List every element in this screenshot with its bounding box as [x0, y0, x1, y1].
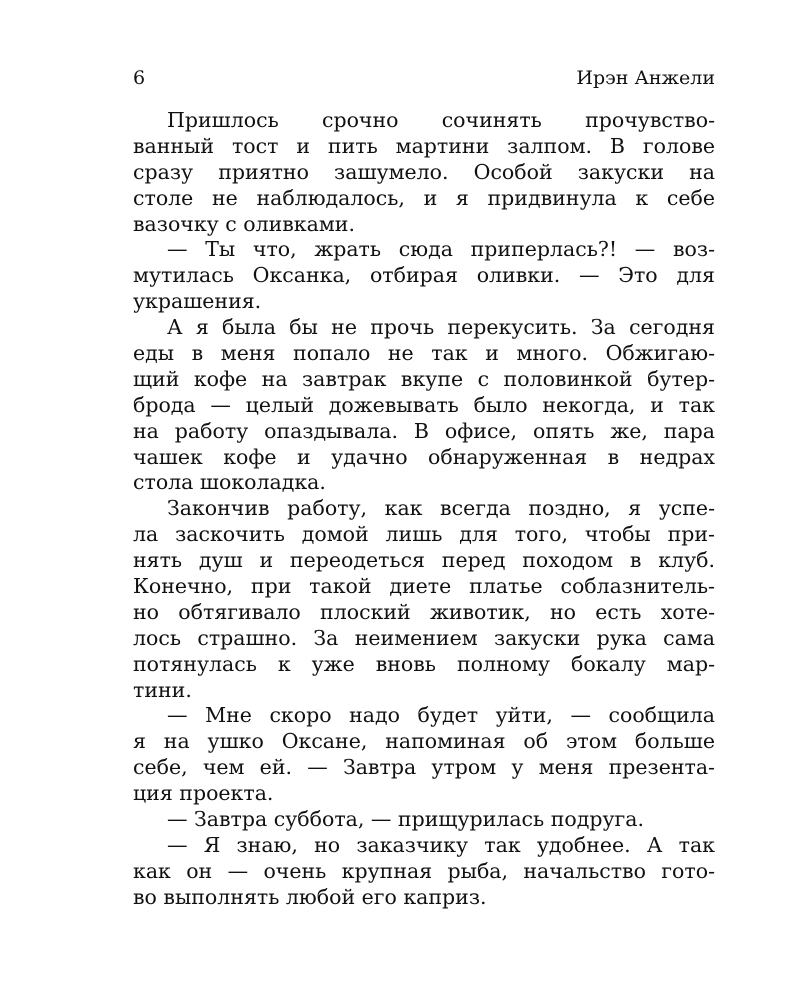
text-line: Пришлось срочно сочинять прочувство- — [167, 108, 715, 132]
text-line: — Мне скоро надо будет уйти, — сообщила — [167, 703, 715, 728]
text-line: на работу опаздывала. В офисе, опять же, пара — [133, 418, 715, 443]
text-line: во выполнять любой его каприз. — [133, 884, 487, 909]
page-header — [133, 64, 715, 92]
text-line: Закончив работу, как всегда поздно, я успе- — [167, 496, 715, 521]
text-line: нять душ и переодеться перед походом в клуб. — [133, 548, 715, 573]
text-line: брода — целый дожевывать было некогда, и так — [133, 392, 715, 417]
text-line: чашек кофе и удачно обнаруженная в недрах — [133, 444, 715, 469]
text-line: как он — очень крупная рыба, начальство гото- — [133, 858, 715, 883]
text-line: — Завтра суббота, — прищурилась подруга. — [167, 807, 644, 832]
body-text — [133, 108, 715, 911]
text-line: украшения. — [133, 289, 262, 314]
text-line: вазочку с оливками. — [133, 211, 355, 236]
text-line: я на ушко Оксане, напоминая об этом больше — [133, 729, 715, 754]
running-title: Ирэн Анжели — [576, 67, 715, 89]
text-line: сразу приятно зашумело. Особой закуски на — [133, 159, 715, 184]
text-line: стола шоколадка. — [133, 470, 326, 495]
text-line: — Ты что, жрать сюда приперлась?! — воз- — [167, 237, 715, 262]
text-line: — Я знаю, но заказчику так удобнее. А так — [167, 832, 715, 857]
text-line: столе не наблюдалось, и я придвинула к себе — [133, 185, 715, 210]
text-line: Конечно, при такой диете платье соблазнитель- — [133, 574, 715, 599]
page-number: 6 — [133, 67, 146, 89]
text-line: потянулась к уже вновь полному бокалу мар- — [133, 651, 715, 676]
text-line: А я была бы не прочь перекусить. За сегодня — [167, 315, 715, 340]
text-line: ция проекта. — [133, 781, 274, 806]
text-line: но обтягивало плоский животик, но есть хоте- — [133, 599, 715, 624]
text-line: лось страшно. За неимением закуски рука сама — [133, 625, 715, 650]
text-line: ла заскочить домой лишь для того, чтобы при- — [133, 522, 715, 547]
text-line: мутилась Оксанка, отбирая оливки. — Это для — [133, 263, 715, 288]
text-line: ванный тост и пить мартини залпом. В голове — [133, 133, 715, 158]
text-line: щий кофе на завтрак вкупе с половинкой бутер- — [133, 366, 715, 391]
text-line: тини. — [133, 677, 192, 702]
text-line: себе, чем ей. — Завтра утром у меня презента- — [133, 755, 715, 780]
text-line: еды в меня попало не так и много. Обжигаю- — [133, 341, 715, 366]
